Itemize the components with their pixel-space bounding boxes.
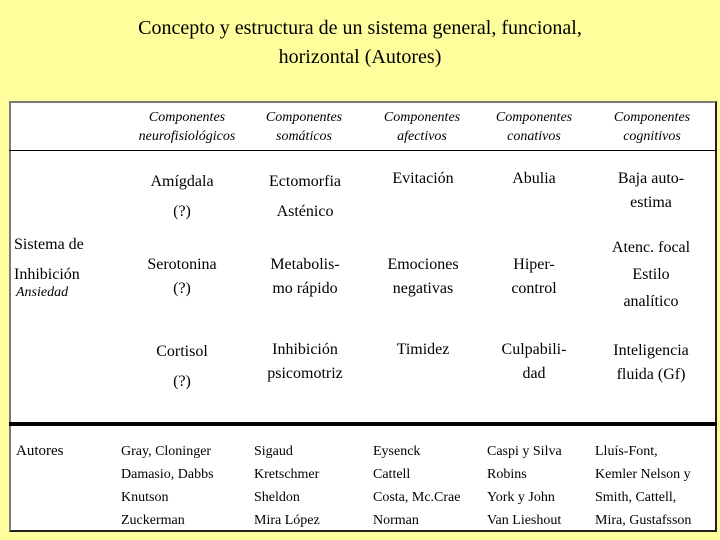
cell-timidez: Timidez — [396, 341, 450, 358]
header-afectivos: Componentes afectivos — [383, 110, 461, 144]
authors-cognitivos: Lluís-Font, Kemler Nelson y Smith, Cattell, Mira, Gustafsson — [595, 444, 692, 528]
authors-conativos: Caspi y Silva Robins York y John Van Lieshout — [487, 444, 562, 528]
authors-afectivos: Eysenck Cattell Costa, Mc.Crae Norman — [373, 444, 461, 528]
cell-baja-autoestima: Baja auto- estima — [617, 170, 685, 211]
authors-neurofisiologicos: Gray, Cloninger Damasio, Dabbs Knutson Zuckerman — [121, 444, 214, 528]
cell-inteligencia-fluida: Inteligencia fluida (Gf) — [613, 342, 689, 383]
cell-amigdala: Amígdala (?) — [150, 173, 214, 220]
row-sublabel-ansiedad: Ansiedad — [16, 285, 69, 300]
cell-inhibicion-psicomotriz: Inhibición psicomotriz — [267, 341, 343, 382]
header-conativos: Componentes conativos — [495, 110, 573, 144]
cell-evitacion: Evitación — [392, 170, 454, 187]
header-somaticos: Componentes somáticos — [265, 110, 343, 144]
cell-metabolismo: Metabolis- mo rápido — [270, 256, 340, 297]
row-label-sistema-inhibicion: Sistema de Inhibición — [14, 236, 84, 283]
cell-cortisol: Cortisol (?) — [156, 343, 208, 390]
cell-hipercontrol: Hiper- control — [511, 256, 557, 297]
cell-abulia: Abulia — [512, 170, 556, 187]
header-cognitivos: Componentes cognitivos — [613, 110, 691, 144]
authors-somaticos: Sigaud Kretschmer Sheldon Mira López — [254, 444, 320, 528]
cell-emociones-negativas: Emociones negativas — [387, 256, 459, 297]
title-line-2: horizontal (Autores) — [278, 46, 442, 68]
title-line-1: Concepto y estructura de un sistema general, funcional, — [138, 17, 582, 39]
authors-separator — [9, 422, 717, 426]
cell-serotonina: Serotonina (?) — [147, 256, 217, 297]
cell-atenc-focal: Atenc. focal Estilo analítico — [611, 239, 691, 310]
header-neurofisiologicos: Componentes neurofisiológicos — [138, 110, 236, 144]
cell-culpabilidad: Culpabili- dad — [501, 341, 567, 382]
cell-ectomorfia: Ectomorfia Asténico — [269, 173, 341, 220]
header-separator — [9, 150, 717, 151]
authors-label: Autores — [16, 443, 64, 459]
page-title — [0, 14, 720, 72]
